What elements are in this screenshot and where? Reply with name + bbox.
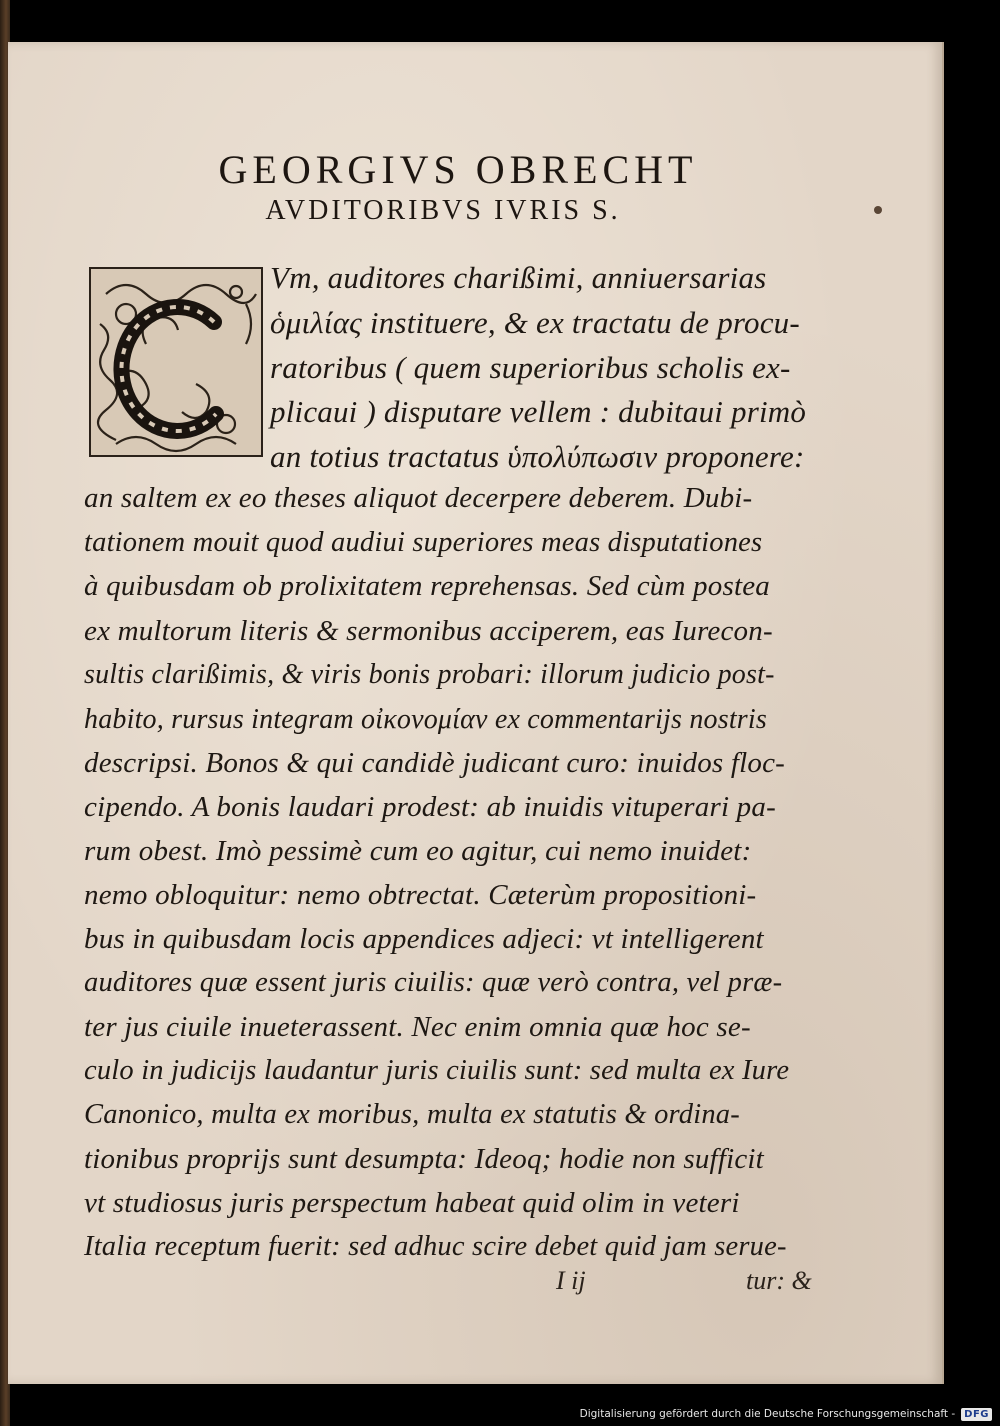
text-line: Canonico, multa ex moribus, multa ex statutis & ordina- xyxy=(84,1099,740,1130)
text-line: descripsi. Bonos & qui candidè judicant curo: inuidos floc- xyxy=(84,747,786,779)
signature-mark: I ij xyxy=(556,1266,586,1295)
credit-text: Digitalisierung gefördert durch die Deutsche Forschungsgemeinschaft - xyxy=(579,1408,956,1420)
text-line: auditores quæ essent juris ciuilis: quæ verò contra, vel præ- xyxy=(84,967,783,998)
text-line: rum obest. Imò pessimè cum eo agitur, cui nemo inuidet: xyxy=(84,835,752,867)
text-line: à quibusdam ob prolixitatem reprehensas. Sed cùm postea xyxy=(84,570,770,602)
text-line: nemo obloquitur: nemo obtrectat. Cæterùm propositioni- xyxy=(84,879,757,911)
digitization-credit xyxy=(580,1405,992,1423)
page-subheading: AVDITORIBVS IVRIS S. xyxy=(265,195,621,226)
text-line: cipendo. A bonis laudari prodest: ab inuidis vituperari pa- xyxy=(84,791,776,823)
book-page xyxy=(8,42,944,1384)
text-line: culo in judicijs laudantur juris ciuilis sunt: sed multa ex Iure xyxy=(84,1055,790,1086)
page-heading: GEORGIVS OBRECHT xyxy=(218,147,698,192)
text-line: tionibus proprijs sunt desumpta: Ideoq; hodie non sufficit xyxy=(84,1143,764,1175)
text-line: ter jus ciuile inueterassent. Nec enim omnia quæ hoc se- xyxy=(84,1011,751,1043)
text-line: Vm, auditores charißimi, anniuersarias xyxy=(270,260,767,295)
catchword: tur: & xyxy=(746,1266,812,1295)
text-line: tationem mouit quod audiui superiores meas disputationes xyxy=(84,527,763,558)
text-line: Italia receptum fuerit: sed adhuc scire debet quid jam serue- xyxy=(84,1231,787,1262)
text-line: plicaui ) disputare vellem : dubitaui primò xyxy=(270,394,807,429)
text-line: ex multorum literis & sermonibus acciperem, eas Iurecon- xyxy=(84,615,773,647)
dfg-logo: DFG xyxy=(961,1408,992,1421)
text-line: an saltem ex eo theses aliquot decerpere deberem. Dubi- xyxy=(84,482,753,514)
text-line: vt studiosus juris perspectum habeat quid olim in veteri xyxy=(84,1187,740,1219)
body-text xyxy=(8,42,942,1384)
text-line: habito, rursus integram οἰκονομίαν ex commentarijs nostris xyxy=(84,704,767,735)
text-line: bus in quibusdam locis appendices adjeci: vt intelligerent xyxy=(84,923,764,955)
text-line: sultis clarißimis, & viris bonis probari: illorum judicio post- xyxy=(84,659,775,690)
text-line: ὁμιλίας instituere, & ex tractatu de procu- xyxy=(270,305,800,340)
text-line: an totius tractatus ὑπολύπωσιν proponere: xyxy=(270,439,805,474)
text-line: ratoribus ( quem superioribus scholis ex- xyxy=(270,350,791,385)
